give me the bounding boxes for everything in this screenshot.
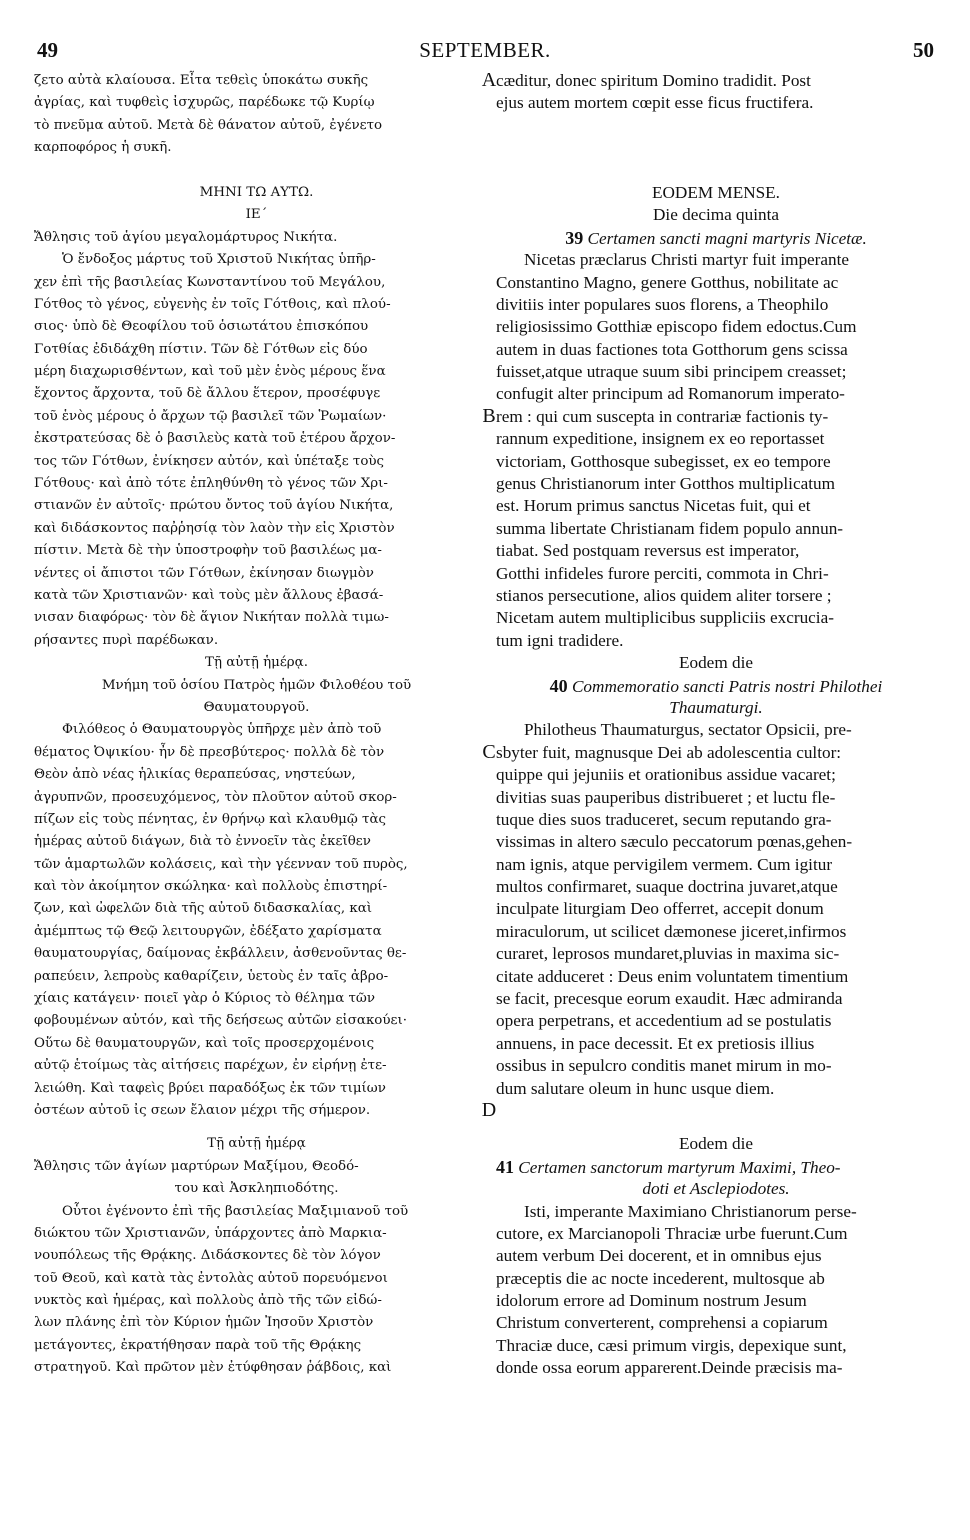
line-text: Certamen sanctorum martyrum Maximi, Theo-	[518, 1157, 841, 1177]
line-text: λειώθη. Καὶ ταφεὶς βρύει παραδόξως ἐκ τῶν τιμίων	[34, 1080, 386, 1096]
latin-text-line	[496, 585, 936, 607]
greek-text-line	[34, 406, 479, 428]
line-text: genus Christianorum inter Gotthos multiplicatum	[496, 474, 835, 494]
line-text: ραπεύειν, λεπροὺς καθαρίζειν, ὑετοὺς ἐν ταῖς ἀβρο-	[34, 968, 389, 984]
greek-text-line	[34, 1357, 479, 1379]
line-text: στιανῶν ἐν αὐτοῖς· πρώτου ὄντος τοῦ ἁγίου Νικήτα,	[34, 498, 394, 514]
line-text: rannum expeditione, insignem ex eo reportasset	[496, 429, 825, 449]
latin-text-line	[496, 1268, 936, 1290]
page-header	[0, 38, 970, 68]
line-text: νυκτὸς καὶ ἡμέρας, καὶ πολλοὺς ἀπὸ τῆς τῶν εἰδώ-	[34, 1293, 382, 1309]
greek-text-line	[34, 585, 479, 607]
line-text: fuisset,atque utraque suum sibi principem creasset;	[496, 362, 847, 382]
greek-text-line	[34, 988, 479, 1010]
latin-text-line	[496, 1357, 936, 1379]
greek-text-line	[34, 451, 479, 473]
spacer	[496, 115, 936, 137]
line-text: autem in duas factiones tota Gotthorum gens scissa	[496, 339, 848, 359]
latin-text-line	[496, 809, 936, 831]
greek-text-line	[34, 1100, 479, 1122]
greek-text-line	[34, 921, 479, 943]
latin-text-line	[496, 1335, 936, 1357]
latin-text-line	[496, 719, 936, 741]
line-text: Ἄθλησις τῶν ἁγίων μαρτύρων Μαξίμου, Θεοδό-	[34, 1158, 359, 1174]
line-text: miraculorum, ut scilicet dæmonese jiceret,infirmos	[496, 921, 847, 941]
line-text: του καὶ Ἀσκληπιοδότης.	[174, 1181, 339, 1197]
line-text: Nicetam autem multiplicibus suppliciis excrucia-	[496, 608, 834, 628]
greek-text-line	[34, 294, 479, 316]
line-text: Ἄθλησις τοῦ ἁγίου μεγαλομάρτυρος Νικήτα.	[34, 229, 338, 245]
latin-text-line	[496, 1312, 936, 1334]
latin-text-line	[496, 854, 936, 876]
line-text: summa libertate Christianam fidem populo annun-	[496, 518, 844, 538]
line-text: νέντες οἱ ἄπιστοι τῶν Γότθων, ἐκίνησαν διωγμὸν	[34, 565, 374, 581]
line-text: multos confirmaret, suaque doctrina juvaret,atque	[496, 877, 838, 897]
greek-text-line	[34, 249, 479, 271]
margin-marker: C	[482, 741, 496, 763]
greek-text-line	[34, 495, 479, 517]
line-text: Γοτθίας ἐδιδάχθη πίστιν. Τῶν δὲ Γότθων εἰς δύο	[34, 341, 368, 357]
greek-text-line	[34, 115, 479, 137]
latin-text-line	[496, 70, 936, 92]
line-text: Thraciæ duce, cæsi primum virgis, depexique sunt,	[496, 1335, 847, 1355]
line-text: διώκτου τῶν Χριστιανῶν, ὑπάρχοντες ἀπὸ Μαρκια-	[34, 1225, 387, 1241]
line-text: Οὗτοι ἐγένοντο ἐπὶ τῆς βασιλείας Μαξιμιανοῦ τοῦ	[62, 1203, 409, 1219]
greek-text-column	[34, 70, 479, 1380]
line-text: κατὰ τῶν Χριστιανῶν· καὶ τοὺς μὲν ἄλλους ἐβασά-	[34, 587, 384, 603]
spacer	[496, 137, 936, 159]
latin-text-line	[496, 182, 936, 204]
latin-text-line	[496, 518, 936, 540]
latin-text-line	[496, 630, 936, 652]
line-text: divitiis inter populares suos florens, a Theophilo	[496, 294, 829, 314]
greek-text-line	[34, 339, 479, 361]
latin-text-line	[496, 540, 936, 562]
latin-text-line	[496, 1010, 936, 1032]
line-text: opera perpetrans, et accedentium ad se postulatis	[496, 1011, 832, 1031]
latin-text-line	[496, 921, 936, 943]
greek-text-line	[34, 1156, 479, 1178]
greek-text-line	[34, 652, 479, 674]
latin-text-line	[496, 227, 936, 249]
line-text: τοῦ ἑνὸς μέρους ὁ ἄρχων τῷ βασιλεῖ τῶν Ῥωμαίων·	[34, 408, 387, 424]
greek-text-line	[34, 719, 479, 741]
latin-text-line	[496, 966, 936, 988]
latin-text-line	[496, 1133, 936, 1155]
line-text: Nicetas præclarus Christi martyr fuit imperante	[524, 250, 850, 270]
greek-text-line	[34, 1268, 479, 1290]
line-text: στρατηγοῦ. Καὶ πρῶτον μὲν ἐτύφθησαν ῥάβδοις, καὶ	[34, 1360, 392, 1376]
greek-text-line	[34, 540, 479, 562]
latin-text-line	[496, 1055, 936, 1077]
line-text: χεν ἐπὶ τῆς βασιλείας Κωνσταντίνου τοῦ Μεγάλου,	[34, 274, 386, 290]
latin-text-line	[496, 876, 936, 898]
latin-text-line	[496, 1033, 936, 1055]
line-text: cæditur, donec spiritum Domino tradidit. Post	[496, 71, 811, 90]
latin-text-line	[496, 652, 936, 674]
line-text: καὶ τὸν ἀκοίμητον σκώληκα· καὶ πολλοὺς ἐπιστηρί-	[34, 879, 388, 895]
line-text: Philotheus Thaumaturgus, sectator Opsicii, pre-	[524, 720, 852, 740]
line-text: tum igni tradidere.	[496, 630, 624, 650]
line-text: Christum converterent, comprehensi a copiarum	[496, 1313, 828, 1333]
latin-text-line	[496, 1245, 936, 1267]
greek-text-line	[34, 473, 479, 495]
greek-text-line	[34, 1133, 479, 1155]
latin-text-line	[496, 339, 936, 361]
line-text: religiosissimo Gotthiæ episcopo fidem edoctus.Cum	[496, 317, 857, 337]
line-text: Eodem die	[679, 1134, 753, 1154]
line-text: θέματος Ὀψικίου· ἦν δὲ πρεσβύτερος· πολλὰ δὲ τὸν	[34, 744, 385, 760]
latin-text-column	[496, 70, 936, 1380]
line-text: ἐκστρατεύσας δὲ ὁ βασιλεὺς κατὰ τοῦ ἑτέρου ἄρχον-	[34, 431, 396, 447]
line-text: Μνήμη τοῦ ὁσίου Πατρὸς ἡμῶν Φιλοθέου τοῦ	[101, 677, 412, 693]
line-text: doti et Asclepiodotes.	[642, 1179, 790, 1199]
line-text: cutore, ex Marcianopoli Thraciæ urbe fuerunt.Cum	[496, 1223, 848, 1243]
latin-text-line	[496, 607, 936, 629]
line-text: σιος· ὑπὸ δὲ Θεοφίλου τοῦ ὁσιωτάτου ἐπισκόπου	[34, 319, 369, 335]
latin-text-line	[496, 898, 936, 920]
line-text: donde ossa eorum apparerent.Deinde præcisis ma-	[496, 1358, 843, 1378]
line-text: sbyter fuit, magnusque Dei ab adolescentia cultor:	[496, 742, 842, 762]
greek-text-line	[34, 272, 479, 294]
line-text: ΙΕ΄	[245, 207, 268, 223]
line-text: καρποφόρος ἡ συκῆ.	[34, 140, 172, 156]
latin-text-line	[496, 1290, 936, 1312]
page-number-right: 50	[913, 38, 934, 62]
line-text: ΜΗΝΙ ΤΩ ΑΥΤΩ.	[199, 184, 314, 200]
spacer	[496, 1122, 936, 1133]
latin-text-line	[496, 988, 936, 1010]
greek-text-line	[34, 1178, 479, 1200]
greek-text-line	[34, 361, 479, 383]
entry-number: 40	[549, 675, 568, 696]
line-text: καὶ διδάσκοντος παῤῥησίᾳ τὸν λαὸν τὴν εἰς Χριστὸν	[34, 520, 395, 536]
line-text: ρήσαντες πυρὶ παρέδωκαν.	[34, 632, 219, 648]
latin-text-line	[496, 675, 936, 697]
line-text: vissimas in altero sæculo peccatorum pœnas,gehen-	[496, 832, 853, 852]
latin-text-line	[496, 383, 936, 405]
line-text: præceptis die ac nocte incederent, multosque ab	[496, 1268, 825, 1288]
greek-text-line	[34, 876, 479, 898]
line-text: tuque dies suos traduceret, secum reputando gra-	[496, 809, 832, 829]
greek-text-line	[34, 182, 479, 204]
greek-text-line	[34, 1312, 479, 1334]
line-text: Τῇ αὐτῇ ἡμέρᾳ.	[205, 655, 308, 671]
greek-text-line	[34, 563, 479, 585]
line-text: confugit alter principum ad Romanorum imperato-	[496, 384, 845, 404]
line-text: Certamen sancti magni martyris Nicetæ.	[587, 228, 867, 248]
line-text: nam ignis, atque pervigilem vermem. Cum igitur	[496, 854, 833, 874]
line-text: Eodem die	[679, 653, 753, 673]
line-text: μετάγοντες, ἐκρατήθησαν παρὰ τοῦ τῆς Θρᾴκης	[34, 1337, 362, 1353]
greek-text-line	[34, 764, 479, 786]
latin-text-line	[496, 787, 936, 809]
line-text: Φιλόθεος ὁ Θαυματουργὸς ὑπῆρχε μὲν ἀπὸ τοῦ	[62, 722, 382, 738]
line-text: ἔχοντος ἄρχοντα, τοῦ δὲ ἄλλου ἕτερον, προσέφυγε	[34, 386, 381, 402]
greek-text-line	[34, 854, 479, 876]
spacer	[496, 160, 936, 182]
greek-text-line	[34, 787, 479, 809]
greek-text-line	[34, 943, 479, 965]
line-text: Θαυματουργοῦ.	[203, 699, 310, 715]
greek-text-line	[34, 316, 479, 338]
line-text: μέρη διαχωρισθέντων, καὶ τοῦ μὲν ἑνὸς μέρους ἕνα	[34, 364, 386, 380]
entry-number: 39	[565, 227, 584, 248]
greek-text-line	[34, 137, 479, 159]
line-text: ἡμέρας αὐτοῦ διάγων, διὰ τὸ ἐννοεῖν τὰς ἐκεῖθεν	[34, 834, 371, 850]
latin-text-line	[496, 495, 936, 517]
greek-text-line	[34, 742, 479, 764]
line-text: divitias suas pauperibus distribueret ; et luctu fle-	[496, 787, 836, 807]
latin-text-line	[496, 204, 936, 226]
latin-text-line	[496, 1201, 936, 1223]
greek-text-line	[34, 92, 479, 114]
line-text: Γότθος τὸ γένος, εὐγενὴς ἐν τοῖς Γότθοις, καὶ πλού-	[34, 296, 391, 312]
latin-text-line	[496, 831, 936, 853]
line-text: λων πλάνης ἐπὶ τὸν Κύριον ἡμῶν Ἰησοῦν Χριστὸν	[34, 1315, 374, 1331]
greek-text-line	[34, 1010, 479, 1032]
line-text: πίζων εἰς τοὺς πένητας, ἐν θρήνῳ καὶ κλαυθμῷ τὰς	[34, 811, 387, 827]
line-text: inculpate liturgiam Deo offerret, accepit donum	[496, 899, 824, 919]
line-text: Isti, imperante Maximiano Christianorum perse-	[524, 1201, 857, 1221]
latin-text-line	[496, 563, 936, 585]
latin-text-line	[496, 316, 936, 338]
line-text: ζετο αὐτὰ κλαίουσα. Εἶτα τεθεὶς ὑποκάτω συκῆς	[34, 73, 369, 88]
latin-text-line	[496, 406, 936, 428]
line-text: ζων, καὶ ὠφελῶν διὰ τῆς αὐτοῦ διδασκαλίας, καὶ	[34, 901, 373, 917]
line-text: χίαις κατάγειν· ποιεῖ γὰρ ὁ Κύριος τὸ θέλημα τῶν	[34, 991, 375, 1007]
greek-text-line	[34, 1223, 479, 1245]
line-text: Τῇ αὐτῇ ἡμέρᾳ	[207, 1136, 306, 1152]
line-text: quippe qui jejuniis et orationibus assidue vacaret;	[496, 765, 836, 785]
line-text: dum salutare oleum in hunc usque diem.	[496, 1078, 775, 1098]
line-text: stianos persecutione, alios quidem aliter torsere ;	[496, 585, 832, 605]
line-text: φοβουμένων αὐτόν, καὶ τῆς δεήσεως αὐτῶν εἰσακούει·	[34, 1013, 407, 1029]
spacer	[34, 160, 479, 182]
line-text: Θεὸν ἀπὸ νέας ἡλικίας θεραπεύσας, νηστεύων,	[34, 767, 356, 783]
greek-text-line	[34, 1245, 479, 1267]
line-text: νισαν διαφόρως· τὸν δὲ ἅγιον Νικήταν πολλὰ τιμω-	[34, 610, 389, 626]
spacer	[496, 1100, 936, 1122]
latin-text-line	[496, 272, 936, 294]
greek-text-line	[34, 204, 479, 226]
line-text: rem : qui cum suscepta in contrariæ factionis ty-	[496, 406, 829, 426]
greek-text-line	[34, 1078, 479, 1100]
line-text: τὸ πνεῦμα αὐτοῦ. Μετὰ δὲ θάνατον αὐτοῦ, ἐγένετο	[34, 117, 383, 133]
line-text: αὐτῷ ἑτοίμως τὰς αἰτήσεις παρέχων, ἐν εἰρήνῃ ἐτε-	[34, 1058, 387, 1074]
greek-text-line	[34, 518, 479, 540]
greek-text-line	[34, 607, 479, 629]
greek-text-line	[34, 1033, 479, 1055]
greek-text-line	[34, 831, 479, 853]
latin-text-line	[496, 294, 936, 316]
margin-marker: D	[481, 1099, 497, 1122]
running-title: SEPTEMBER.	[419, 38, 551, 62]
line-text: Thaumaturgi.	[669, 697, 763, 717]
latin-text-line	[496, 92, 936, 114]
latin-text-line	[496, 1223, 936, 1245]
spacer	[34, 1122, 479, 1133]
greek-text-line	[34, 1290, 479, 1312]
latin-text-line	[496, 361, 936, 383]
line-text: Die decima quinta	[653, 205, 779, 225]
greek-text-line	[34, 630, 479, 652]
line-text: τῶν ἁμαρτωλῶν κολάσεις, καὶ τὴν γέενναν τοῦ πυρὸς,	[34, 856, 408, 872]
line-text: Commemoratio sancti Patris nostri Philothei	[571, 676, 883, 696]
line-text: θαυματουργίας, δαίμονας ἐκβάλλειν, ἀσθενοῦντας θε-	[34, 946, 407, 962]
page-number-left: 49	[37, 38, 58, 62]
line-text: ejus autem mortem cœpit esse ficus fructifera.	[496, 93, 814, 113]
line-text: autem verbum Dei docerent, et in omnibus ejus	[496, 1246, 822, 1266]
line-text: victoriam, Gotthosque subegisset, ex eo tempore	[496, 451, 831, 471]
greek-text-line	[34, 697, 479, 719]
line-text: citate adduceret : Deus enim voluntatem timentium	[496, 966, 849, 986]
line-text: idolorum errore ad Dominum nostrum Jesum	[496, 1291, 807, 1311]
margin-marker: A	[481, 69, 497, 91]
greek-text-line	[34, 898, 479, 920]
greek-text-line	[34, 966, 479, 988]
greek-text-line	[34, 675, 479, 697]
greek-text-line	[34, 227, 479, 249]
greek-text-line	[34, 1335, 479, 1357]
latin-text-line	[496, 1178, 936, 1200]
latin-text-line	[496, 473, 936, 495]
greek-text-line	[34, 1055, 479, 1077]
line-text: ossibus in sepulcro conditis manet mirum in mo-	[496, 1056, 832, 1076]
latin-text-line	[496, 451, 936, 473]
greek-text-line	[34, 383, 479, 405]
line-text: πίστιν. Μετὰ δὲ τὴν ὑποστροφὴν τοῦ βασιλέως μα-	[34, 543, 382, 559]
latin-text-line	[496, 428, 936, 450]
latin-text-line	[496, 764, 936, 786]
line-text: curaret, leprosos mundaret,pluvias in maxima sic-	[496, 944, 840, 964]
line-text: Gotthi infideles furore perciti, commota in Chri-	[496, 563, 829, 583]
line-text: ἀγρίας, καὶ τυφθεὶς ἰσχυρῶς, παρέδωκε τῷ Κυρίῳ	[34, 95, 375, 111]
line-text: νουπόλεως τῆς Θρᾴκης. Διδάσκοντες δὲ τὸν λόγον	[34, 1248, 381, 1264]
latin-text-line	[496, 1156, 936, 1178]
line-text: Constantino Magno, genere Gotthus, nobilitate ac	[496, 272, 839, 292]
line-text: Γότθους· καὶ ἀπὸ τότε ἐπληθύνθη τὸ γένος τῶν Χρι-	[34, 476, 388, 492]
line-text: τος τῶν Γότθων, ἐνίκησεν αὐτόν, καὶ ὑπέταξε τοὺς	[34, 453, 385, 469]
line-text: τοῦ Θεοῦ, καὶ κατὰ τὰς ἐντολὰς αὐτοῦ πορευόμενοι	[34, 1270, 388, 1286]
latin-text-line	[496, 943, 936, 965]
latin-text-line	[496, 697, 936, 719]
line-text: annuens, in pace decessit. Et ex pretiosis illius	[496, 1033, 815, 1053]
greek-text-line	[34, 1201, 479, 1223]
greek-text-line	[34, 809, 479, 831]
greek-text-line	[34, 428, 479, 450]
latin-text-line	[496, 1078, 936, 1100]
margin-marker: B	[482, 405, 496, 427]
latin-text-line	[496, 249, 936, 271]
line-text: ἀγρυπνῶν, προσευχόμενος, τὸν πλοῦτον αὐτοῦ σκορ-	[34, 789, 397, 805]
entry-number: 41	[496, 1156, 514, 1177]
line-text: se facit, precesque eorum exaudit. Hæc admiranda	[496, 989, 843, 1009]
line-text: tiabat. Sed postquam reversus est imperator,	[496, 541, 800, 561]
greek-text-line	[34, 70, 479, 92]
latin-text-line	[496, 742, 936, 764]
line-text: Οὕτω δὲ θαυματουργῶν, καὶ τοῖς προσερχομένοις	[34, 1035, 375, 1051]
line-text: Ὁ ἔνδοξος μάρτυς τοῦ Χριστοῦ Νικήτας ὑπῆρ-	[62, 252, 376, 268]
line-text: EODEM MENSE.	[652, 182, 780, 202]
line-text: est. Horum primus sanctus Nicetas fuit, qui et	[496, 496, 811, 516]
line-text: ὀστέων αὐτοῦ ἰς σεων ἔλαιον μέχρι τῆς σήμερον.	[34, 1102, 371, 1118]
line-text: ἀμέμπτως τῷ Θεῷ λειτουργῶν, ἐδέξατο χαρίσματα	[34, 923, 382, 939]
